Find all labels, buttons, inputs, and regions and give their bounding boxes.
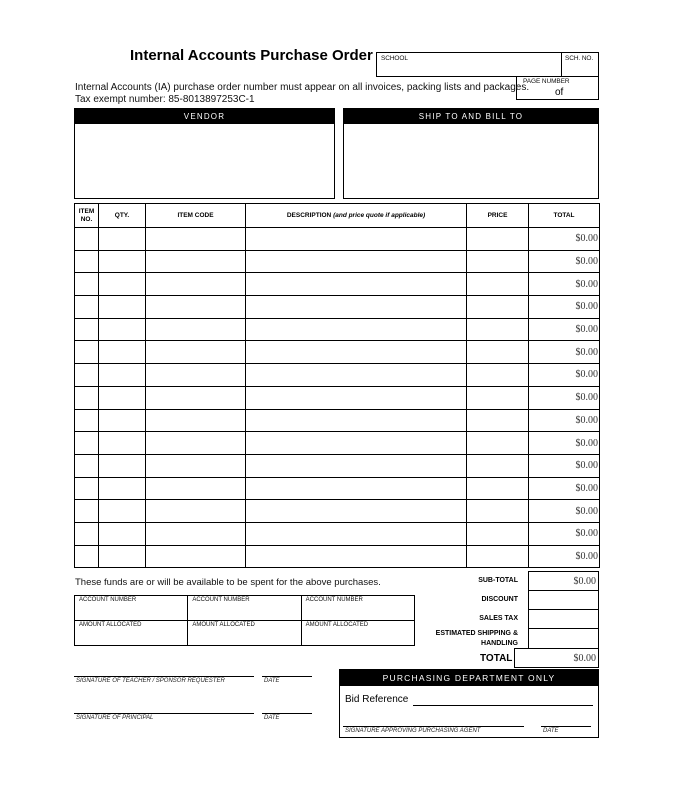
- ship-to-box[interactable]: [343, 108, 599, 199]
- agent-date-label: DATE: [543, 728, 559, 734]
- principal-date-label: DATE: [264, 715, 280, 721]
- table-row: [75, 341, 600, 364]
- price-cell[interactable]: [467, 318, 529, 341]
- col-item-no-line1: ITEM: [78, 207, 95, 215]
- description-cell[interactable]: [246, 386, 467, 409]
- discount-field[interactable]: [528, 590, 599, 610]
- total-cell: $0.00: [529, 386, 600, 409]
- price-cell[interactable]: [467, 454, 529, 477]
- price-cell[interactable]: [467, 386, 529, 409]
- table-row: [75, 454, 600, 477]
- amount-allocated-field-3[interactable]: [301, 621, 414, 646]
- price-cell[interactable]: [467, 250, 529, 273]
- item-code-cell[interactable]: [146, 296, 246, 319]
- shipping-field[interactable]: [528, 628, 599, 649]
- account-number-field-3[interactable]: [301, 596, 414, 621]
- item-no-cell[interactable]: [75, 432, 99, 455]
- total-value: $0.00: [514, 648, 599, 668]
- item-no-cell[interactable]: [75, 250, 99, 273]
- teacher-date-line[interactable]: [262, 676, 312, 677]
- item-no-cell[interactable]: [75, 386, 99, 409]
- item-no-cell[interactable]: [75, 500, 99, 523]
- item-no-cell[interactable]: [75, 409, 99, 432]
- account-number-label: ACCOUNT NUMBER: [192, 597, 250, 603]
- col-qty: QTY.: [99, 204, 146, 228]
- table-row: [75, 522, 600, 545]
- page-number-label: PAGE NUMBER: [523, 78, 570, 85]
- shipping-label-line1: ESTIMATED SHIPPING &: [435, 630, 518, 637]
- qty-cell[interactable]: [99, 250, 146, 273]
- qty-cell[interactable]: [99, 341, 146, 364]
- item-code-cell[interactable]: [146, 228, 246, 251]
- account-number-label: ACCOUNT NUMBER: [305, 597, 363, 603]
- table-row: [75, 273, 600, 296]
- amount-allocated-field-2[interactable]: [188, 621, 301, 646]
- col-item-no-line2: NO.: [80, 215, 93, 223]
- table-row: [75, 409, 600, 432]
- teacher-signature-line[interactable]: [74, 676, 254, 677]
- total-cell: $0.00: [529, 522, 600, 545]
- table-row: [75, 250, 600, 273]
- price-cell[interactable]: [467, 522, 529, 545]
- qty-cell[interactable]: [99, 318, 146, 341]
- qty-cell[interactable]: [99, 409, 146, 432]
- school-number-label: SCH. NO.: [565, 55, 594, 62]
- item-code-cell[interactable]: [146, 432, 246, 455]
- total-cell: $0.00: [529, 432, 600, 455]
- description-cell[interactable]: [246, 522, 467, 545]
- qty-cell[interactable]: [99, 432, 146, 455]
- table-row: [75, 318, 600, 341]
- principal-signature-label: SIGNATURE OF PRINCIPAL: [76, 715, 154, 721]
- total-cell: $0.00: [529, 545, 600, 568]
- total-cell: $0.00: [529, 228, 600, 251]
- col-price: PRICE: [467, 204, 529, 228]
- bid-reference-line[interactable]: [413, 705, 593, 706]
- agent-signature-label: SIGNATURE APPROVING PURCHASING AGENT: [345, 728, 481, 734]
- item-code-cell[interactable]: [146, 341, 246, 364]
- qty-cell[interactable]: [99, 273, 146, 296]
- description-cell[interactable]: [246, 273, 467, 296]
- total-cell: $0.00: [529, 341, 600, 364]
- table-row: [75, 228, 600, 251]
- item-no-cell[interactable]: [75, 522, 99, 545]
- discount-label: DISCOUNT: [481, 596, 518, 603]
- description-cell[interactable]: [246, 364, 467, 387]
- qty-cell[interactable]: [99, 522, 146, 545]
- total-cell: $0.00: [529, 477, 600, 500]
- description-cell[interactable]: [246, 228, 467, 251]
- item-no-cell[interactable]: [75, 454, 99, 477]
- account-number-field-1[interactable]: [75, 596, 188, 621]
- item-code-cell[interactable]: [146, 364, 246, 387]
- item-code-cell[interactable]: [146, 273, 246, 296]
- description-cell[interactable]: [246, 432, 467, 455]
- col-description: [246, 204, 467, 228]
- description-cell[interactable]: [246, 454, 467, 477]
- qty-cell[interactable]: [99, 545, 146, 568]
- subtotal-value: $0.00: [528, 571, 599, 591]
- amount-allocated-label: AMOUNT ALLOCATED: [305, 622, 369, 628]
- price-cell[interactable]: [467, 409, 529, 432]
- item-code-cell[interactable]: [146, 409, 246, 432]
- item-no-cell[interactable]: [75, 545, 99, 568]
- item-code-cell[interactable]: [146, 250, 246, 273]
- page-title: Internal Accounts Purchase Order: [130, 47, 373, 64]
- funds-statement: These funds are or will be available to be spent for the above purchases.: [75, 577, 381, 588]
- school-number-field[interactable]: [561, 52, 599, 77]
- purchasing-department-box: [339, 669, 599, 738]
- table-row: [75, 296, 600, 319]
- item-code-cell[interactable]: [146, 318, 246, 341]
- purchasing-header: PURCHASING DEPARTMENT ONLY: [340, 670, 598, 686]
- account-number-field-2[interactable]: [188, 596, 301, 621]
- table-row: [75, 386, 600, 409]
- table-row: [75, 477, 600, 500]
- qty-cell[interactable]: [99, 296, 146, 319]
- col-description-label: DESCRIPTION: [286, 211, 332, 219]
- table-row: [75, 432, 600, 455]
- item-no-cell[interactable]: [75, 273, 99, 296]
- item-code-cell[interactable]: [146, 477, 246, 500]
- table-row: [75, 545, 600, 568]
- col-item-code: ITEM CODE: [146, 204, 246, 228]
- page-of-text: of: [555, 87, 564, 98]
- description-cell[interactable]: [246, 409, 467, 432]
- total-cell: $0.00: [529, 273, 600, 296]
- subtotal-label: SUB-TOTAL: [478, 577, 518, 584]
- price-cell[interactable]: [467, 273, 529, 296]
- col-description-note: (and price quote if applicable): [333, 211, 426, 219]
- vendor-box[interactable]: [74, 108, 335, 199]
- school-label: SCHOOL: [381, 55, 408, 62]
- qty-cell[interactable]: [99, 386, 146, 409]
- bid-reference-label: Bid Reference: [345, 694, 409, 705]
- price-cell[interactable]: [467, 432, 529, 455]
- item-no-cell[interactable]: [75, 341, 99, 364]
- col-item-no: [75, 204, 99, 228]
- qty-cell[interactable]: [99, 364, 146, 387]
- item-no-cell[interactable]: [75, 296, 99, 319]
- item-code-cell[interactable]: [146, 545, 246, 568]
- shipping-label-line2: HANDLING: [481, 640, 518, 647]
- account-table: [74, 595, 415, 646]
- principal-signature-line[interactable]: [74, 713, 254, 714]
- total-cell: $0.00: [529, 296, 600, 319]
- description-cell[interactable]: [246, 477, 467, 500]
- item-code-cell[interactable]: [146, 454, 246, 477]
- item-no-cell[interactable]: [75, 228, 99, 251]
- ship-to-header: SHIP TO AND BILL TO: [344, 109, 598, 124]
- total-cell: $0.00: [529, 250, 600, 273]
- teacher-signature-label: SIGNATURE OF TEACHER / SPONSOR REQUESTER: [76, 678, 225, 684]
- price-cell[interactable]: [467, 364, 529, 387]
- amount-allocated-label: AMOUNT ALLOCATED: [192, 622, 255, 628]
- description-cell[interactable]: [246, 318, 467, 341]
- principal-date-line[interactable]: [262, 713, 312, 714]
- description-cell[interactable]: [246, 296, 467, 319]
- sales-tax-field[interactable]: [528, 609, 599, 629]
- tax-exempt-number: Tax exempt number: 85-8013897253C-1: [75, 94, 255, 105]
- description-cell[interactable]: [246, 545, 467, 568]
- total-cell: $0.00: [529, 454, 600, 477]
- col-total: TOTAL: [529, 204, 600, 228]
- agent-date-line[interactable]: [541, 726, 591, 727]
- school-field[interactable]: [376, 52, 562, 77]
- shipping-label: [436, 629, 518, 649]
- description-cell[interactable]: [246, 500, 467, 523]
- amount-allocated-label: AMOUNT ALLOCATED: [79, 622, 142, 628]
- item-no-cell[interactable]: [75, 318, 99, 341]
- total-label: TOTAL: [480, 653, 513, 664]
- total-cell: $0.00: [529, 364, 600, 387]
- table-row: [75, 364, 600, 387]
- agent-signature-line[interactable]: [343, 726, 524, 727]
- total-cell: $0.00: [529, 500, 600, 523]
- total-cell: $0.00: [529, 409, 600, 432]
- item-no-cell[interactable]: [75, 364, 99, 387]
- vendor-header: VENDOR: [75, 109, 334, 124]
- item-code-cell[interactable]: [146, 500, 246, 523]
- description-cell[interactable]: [246, 250, 467, 273]
- price-cell[interactable]: [467, 477, 529, 500]
- total-cell: $0.00: [529, 318, 600, 341]
- item-code-cell[interactable]: [146, 522, 246, 545]
- qty-cell[interactable]: [99, 454, 146, 477]
- items-header-row: [75, 204, 600, 228]
- account-number-label: ACCOUNT NUMBER: [79, 597, 137, 603]
- sales-tax-label: SALES TAX: [479, 615, 518, 622]
- price-cell[interactable]: [467, 500, 529, 523]
- price-cell[interactable]: [467, 228, 529, 251]
- amount-allocated-field-1[interactable]: [75, 621, 188, 646]
- item-code-cell[interactable]: [146, 386, 246, 409]
- qty-cell[interactable]: [99, 228, 146, 251]
- ia-notice: Internal Accounts (IA) purchase order number must appear on all invoices, packing lists and packages.: [75, 82, 530, 93]
- price-cell[interactable]: [467, 341, 529, 364]
- price-cell[interactable]: [467, 296, 529, 319]
- qty-cell[interactable]: [99, 477, 146, 500]
- items-table: [74, 203, 600, 568]
- item-no-cell[interactable]: [75, 477, 99, 500]
- price-cell[interactable]: [467, 545, 529, 568]
- teacher-date-label: DATE: [264, 678, 280, 684]
- table-row: [75, 500, 600, 523]
- description-cell[interactable]: [246, 341, 467, 364]
- qty-cell[interactable]: [99, 500, 146, 523]
